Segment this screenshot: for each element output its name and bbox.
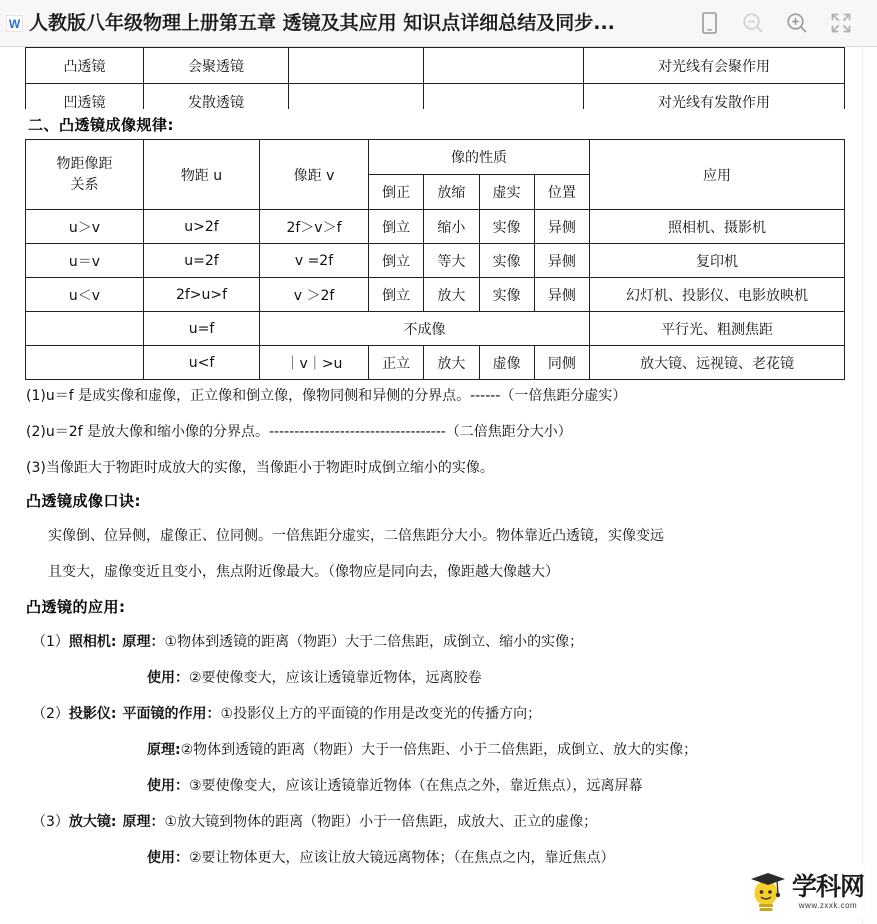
item-label: 使用： [147, 850, 189, 866]
item-text: ②要使像变大，应该让透镜靠近物体，远离胶卷 [189, 670, 482, 686]
graduate-bulb-icon [747, 868, 787, 914]
mnemonic-line-2: 且变大，虚像变近且变小，焦点附近像最大。（像物应是同向去，像距越大像越大） [48, 564, 559, 580]
table-row [26, 244, 845, 278]
item-number: （2） [32, 706, 69, 722]
cell: 对光线有发散作用 [584, 84, 845, 110]
mobile-view-icon[interactable] [687, 3, 731, 43]
application-item-3-line-2 [147, 847, 615, 867]
page-title: 人教版八年级物理上册第五章 透镜及其应用 知识点详细总结及同步... [29, 12, 615, 34]
cell: u<f [144, 346, 260, 380]
cell: 凸透镜 [26, 48, 144, 84]
table-row [26, 346, 845, 380]
cell: 会聚透镜 [144, 48, 289, 84]
table-row [26, 84, 845, 110]
cell: 放大镜、远视镜、老花镜 [590, 346, 845, 380]
th-line2: 关系 [70, 176, 99, 193]
item-name: 投影仪: [68, 706, 117, 722]
item-label: 使用： [147, 778, 189, 794]
th-application: 应用 [590, 140, 845, 210]
cell: 缩小 [424, 210, 479, 244]
lens-type-table [25, 47, 845, 109]
note-2: (2)u＝2f 是放大像和缩小像的分界点。-----------------------------------（二倍焦距分大小） [26, 424, 572, 440]
application-item-1-title [32, 631, 583, 651]
word-document-icon: W [6, 15, 23, 32]
cell: 2f＞v＞f [260, 210, 369, 244]
cell: u＞v [26, 210, 144, 244]
item-label: 平面镜的作用： [122, 706, 221, 722]
cell: 发散透镜 [144, 84, 289, 110]
application-item-3-title [32, 811, 597, 831]
cell: v =2f [260, 244, 369, 278]
cell: 异侧 [534, 278, 589, 312]
cell: 对光线有会聚作用 [584, 48, 845, 84]
item-number: （1） [32, 634, 69, 650]
cell: 2f>u>f [144, 278, 260, 312]
item-text: ①放大镜到物体的距离（物距）小于一倍焦距，成放大、正立的虚像； [164, 814, 598, 830]
application-item-2-line-2 [147, 739, 697, 759]
mnemonic-line-1: 实像倒、位异侧，虚像正、位同侧。一倍焦距分虚实，二倍焦距分大小。物体靠近凸透镜，实像变远 [48, 528, 664, 544]
cell: 复印机 [590, 244, 845, 278]
watermark-text [787, 873, 869, 910]
th-orientation: 倒正 [369, 175, 424, 210]
cell: 凹透镜 [26, 84, 144, 110]
th-image-distance: 像距 v [260, 140, 369, 210]
cell: 异侧 [534, 210, 589, 244]
cell: 倒立 [369, 210, 424, 244]
section-heading-2: 二、凸透镜成像规律: [28, 116, 174, 134]
cell: 平行光、粗测焦距 [590, 312, 845, 346]
cell: 实像 [479, 244, 534, 278]
item-text: ②物体到透镜的距离（物距）大于一倍焦距、小于二倍焦距，成倒立、放大的实像； [180, 742, 698, 758]
window-titlebar [0, 0, 877, 47]
item-label: 使用： [147, 670, 189, 686]
th-position: 位置 [534, 175, 589, 210]
cell: 实像 [479, 278, 534, 312]
item-text: ①物体到透镜的距离（物距）大于二倍焦距，成倒立、缩小的实像； [164, 634, 584, 650]
cell: u＝v [26, 244, 144, 278]
cell: 虚像 [479, 346, 534, 380]
cell [289, 84, 424, 110]
item-name: 照相机: [68, 634, 117, 650]
th-object-distance: 物距 u [144, 140, 260, 210]
item-text: ③要使像变大，应该让透镜靠近物体（在焦点之外，靠近焦点），远离屏幕 [189, 778, 643, 794]
cell [289, 48, 424, 84]
th-real-virtual: 虚实 [479, 175, 534, 210]
imaging-rules-table-wrap [25, 139, 845, 380]
zoom-out-icon[interactable] [731, 3, 775, 43]
th-image-properties-group: 像的性质 [369, 140, 590, 175]
table-row [26, 210, 845, 244]
application-item-2-line-3 [147, 775, 643, 795]
item-label: 原理: [147, 742, 181, 758]
item-label: 原理： [122, 814, 165, 830]
page-right-margin [862, 47, 877, 924]
watermark-url: www.zxxk.com [798, 900, 858, 910]
fullscreen-icon[interactable] [819, 3, 863, 43]
cell: 同侧 [534, 346, 589, 380]
th-object-image-relation [26, 140, 144, 210]
item-name: 放大镜: [68, 814, 117, 830]
application-item-2-title [32, 703, 541, 723]
zoom-in-icon[interactable] [775, 3, 819, 43]
cell [424, 48, 584, 84]
cell: u=f [144, 312, 260, 346]
cell: 正立 [369, 346, 424, 380]
cell [424, 84, 584, 110]
cell: 等大 [424, 244, 479, 278]
imaging-rules-table [25, 139, 845, 380]
mnemonic-heading: 凸透镜成像口诀: [26, 492, 141, 510]
cell [26, 346, 144, 380]
cell: 倒立 [369, 244, 424, 278]
table-row [26, 278, 845, 312]
cell: u=2f [144, 244, 260, 278]
cell: ｜v｜>u [260, 346, 369, 380]
cell: v ＞2f [260, 278, 369, 312]
item-number: （3） [32, 814, 69, 830]
cell: 放大 [424, 346, 479, 380]
cell [26, 312, 144, 346]
cell: u＜v [26, 278, 144, 312]
table-row [26, 312, 845, 346]
table-header-row [26, 140, 845, 175]
document-page[interactable] [0, 47, 877, 924]
th-line1: 物距像距 [56, 156, 113, 173]
cell: 照相机、摄影机 [590, 210, 845, 244]
cell: u>2f [144, 210, 260, 244]
note-3: (3)当像距大于物距时成放大的实像，当像距小于物距时成倒立缩小的实像。 [26, 460, 494, 476]
cell: 放大 [424, 278, 479, 312]
th-size: 放缩 [424, 175, 479, 210]
application-item-1-line-2 [147, 667, 482, 687]
table-row [26, 48, 845, 84]
cell-no-image: 不成像 [260, 312, 590, 346]
cell: 倒立 [369, 278, 424, 312]
applications-heading: 凸透镜的应用: [26, 598, 126, 616]
item-label: 原理： [122, 634, 165, 650]
titlebar-actions [687, 3, 863, 43]
cell: 异侧 [534, 244, 589, 278]
watermark-brand: 学科网 [791, 871, 864, 901]
cell: 幻灯机、投影仪、电影放映机 [590, 278, 845, 312]
item-text: ②要让物体更大，应该让放大镜远离物体；（在焦点之内，靠近焦点） [189, 850, 615, 866]
item-text: ①投影仪上方的平面镜的作用是改变光的传播方向； [220, 706, 542, 722]
note-1: (1)u＝f 是成实像和虚像，正立像和倒立像，像物同侧和异侧的分界点。------（一倍焦距分虚实） [26, 388, 627, 404]
cell: 实像 [479, 210, 534, 244]
lens-type-table-partial [25, 47, 845, 109]
site-watermark [747, 864, 869, 918]
